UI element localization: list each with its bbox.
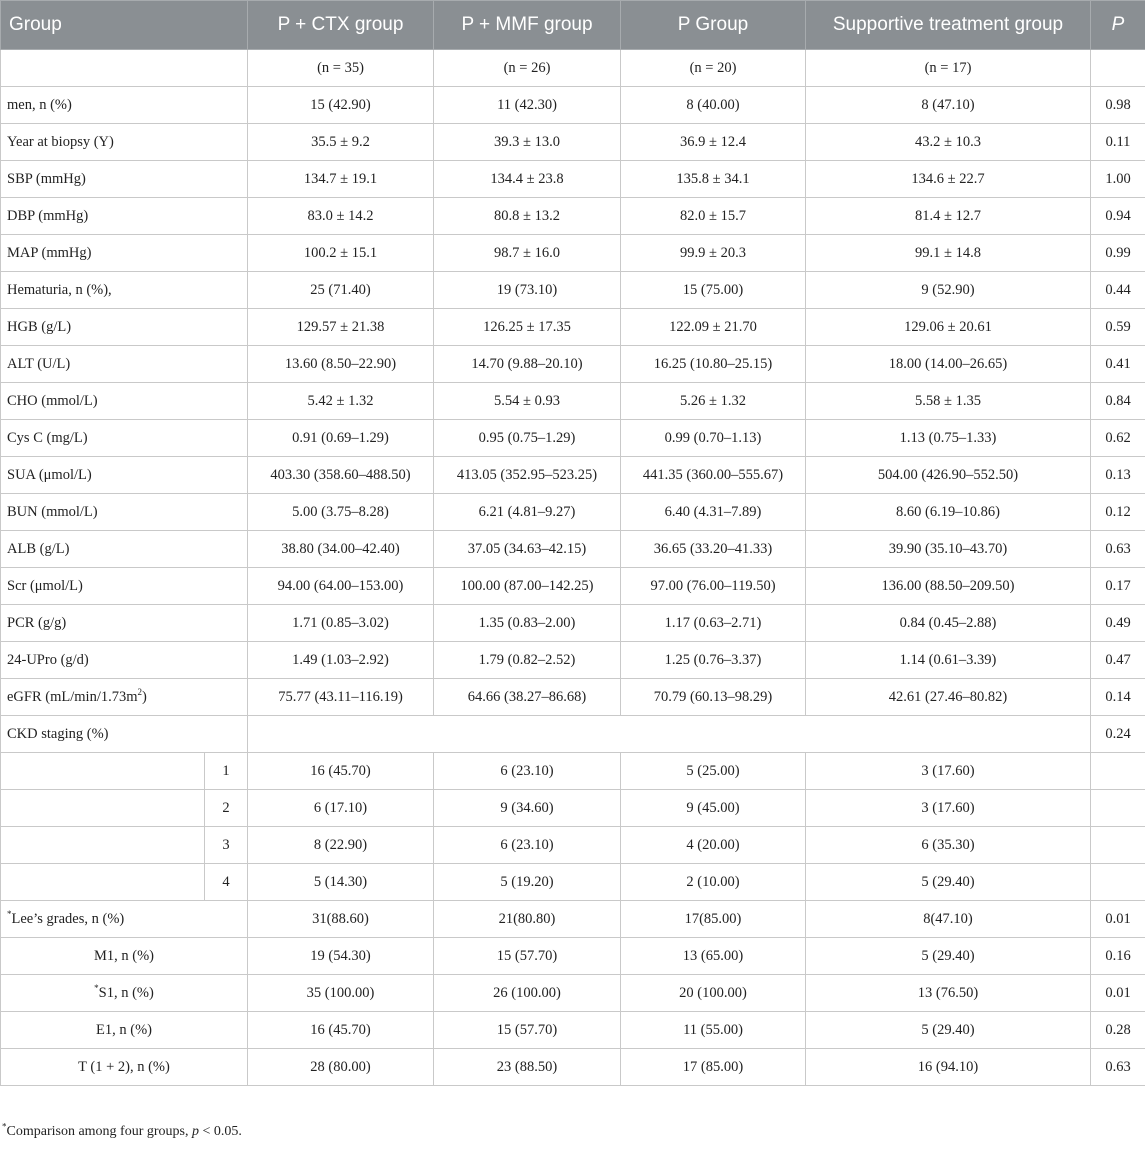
table-row <box>1 642 1145 679</box>
ckd-stage-mmf: 6 (23.10) <box>434 753 621 790</box>
sample-size-label <box>1 50 248 87</box>
footnote-text: Comparison among four groups, <box>6 1124 192 1139</box>
cell-supportive: 8 (47.10) <box>806 87 1091 124</box>
mest-p-group: 20 (100.00) <box>621 975 806 1012</box>
table-row <box>1 605 1145 642</box>
cell-mmf: 19 (73.10) <box>434 272 621 309</box>
table-row <box>1 346 1145 383</box>
cell-supportive: 43.2 ± 10.3 <box>806 124 1091 161</box>
cell-supportive: 39.90 (35.10–43.70) <box>806 531 1091 568</box>
table-row <box>1 494 1145 531</box>
table-row <box>1 198 1145 235</box>
mest-label <box>1 975 248 1012</box>
footnote-tail: < 0.05. <box>198 1124 242 1139</box>
cell-p-value: 0.63 <box>1091 531 1145 568</box>
cell-p-group: 5.26 ± 1.32 <box>621 383 806 420</box>
ckd-stage-ctx: 16 (45.70) <box>248 753 434 790</box>
ckd-stage-row <box>1 827 1145 864</box>
cell-p-group: 97.00 (76.00–119.50) <box>621 568 806 605</box>
mest-label <box>1 1049 248 1086</box>
header-p-group: P Group <box>621 1 806 50</box>
lee-star: * <box>7 908 12 919</box>
cell-p-value: 0.98 <box>1091 87 1145 124</box>
row-label: DBP (mmHg) <box>1 198 248 235</box>
cell-supportive: 8.60 (6.19–10.86) <box>806 494 1091 531</box>
ckd-header-row <box>1 716 1145 753</box>
ckd-stage-p-group: 5 (25.00) <box>621 753 806 790</box>
ckd-stage-number: 3 <box>205 827 248 864</box>
cell-p-value: 0.99 <box>1091 235 1145 272</box>
row-label: HGB (g/L) <box>1 309 248 346</box>
mest-label <box>1 1012 248 1049</box>
n-p-value <box>1091 50 1145 87</box>
cell-p-group: 6.40 (4.31–7.89) <box>621 494 806 531</box>
ckd-stage-ctx: 6 (17.10) <box>248 790 434 827</box>
cell-p-value: 0.94 <box>1091 198 1145 235</box>
mest-label-text: S1, n (%) <box>98 984 154 1001</box>
cell-mmf: 0.95 (0.75–1.29) <box>434 420 621 457</box>
table-row <box>1 531 1145 568</box>
mest-p-value: 0.16 <box>1091 938 1145 975</box>
ckd-stage-p-blank <box>1091 827 1145 864</box>
cell-supportive: 129.06 ± 20.61 <box>806 309 1091 346</box>
cell-mmf: 6.21 (4.81–9.27) <box>434 494 621 531</box>
mest-row <box>1 1012 1145 1049</box>
ckd-stage-ctx: 5 (14.30) <box>248 864 434 901</box>
table-row <box>1 87 1145 124</box>
row-label: Hematuria, n (%), <box>1 272 248 309</box>
mest-mmf: 23 (88.50) <box>434 1049 621 1086</box>
ckd-stage-blank <box>1 864 205 901</box>
sample-size-row <box>1 50 1145 87</box>
table-row <box>1 420 1145 457</box>
lee-ctx: 31(88.60) <box>248 901 434 938</box>
cell-p-value: 0.41 <box>1091 346 1145 383</box>
mest-label-text: T (1 + 2), n (%) <box>78 1058 170 1075</box>
cell-mmf: 100.00 (87.00–142.25) <box>434 568 621 605</box>
table-row <box>1 309 1145 346</box>
cell-supportive: 136.00 (88.50–209.50) <box>806 568 1091 605</box>
cell-p-value: 0.59 <box>1091 309 1145 346</box>
mest-ctx: 19 (54.30) <box>248 938 434 975</box>
cell-mmf: 126.25 ± 17.35 <box>434 309 621 346</box>
ckd-stage-number: 2 <box>205 790 248 827</box>
row-label: 24-UPro (g/d) <box>1 642 248 679</box>
cell-mmf: 39.3 ± 13.0 <box>434 124 621 161</box>
cell-supportive: 134.6 ± 22.7 <box>806 161 1091 198</box>
cell-supportive: 9 (52.90) <box>806 272 1091 309</box>
header-mmf: P + MMF group <box>434 1 621 50</box>
ckd-stage-ctx: 8 (22.90) <box>248 827 434 864</box>
lee-label-text: Lee’s grades, n (%) <box>11 910 125 927</box>
mest-ctx: 28 (80.00) <box>248 1049 434 1086</box>
n-ctx: (n = 35) <box>248 50 434 87</box>
lee-grades-row <box>1 901 1145 938</box>
row-label: SBP (mmHg) <box>1 161 248 198</box>
cell-mmf: 1.35 (0.83–2.00) <box>434 605 621 642</box>
mest-supportive: 13 (76.50) <box>806 975 1091 1012</box>
ckd-stage-blank <box>1 790 205 827</box>
mest-ctx: 16 (45.70) <box>248 1012 434 1049</box>
cell-p-value: 0.49 <box>1091 605 1145 642</box>
ckd-stage-p-blank <box>1091 790 1145 827</box>
mest-mmf: 26 (100.00) <box>434 975 621 1012</box>
mest-p-group: 13 (65.00) <box>621 938 806 975</box>
ckd-stage-number: 4 <box>205 864 248 901</box>
egfr-ctx: 75.77 (43.11–116.19) <box>248 679 434 716</box>
egfr-row <box>1 679 1145 716</box>
row-label: ALB (g/L) <box>1 531 248 568</box>
cell-mmf: 1.79 (0.82–2.52) <box>434 642 621 679</box>
ckd-stage-row <box>1 790 1145 827</box>
lee-mmf: 21(80.80) <box>434 901 621 938</box>
ckd-label: CKD staging (%) <box>1 716 248 753</box>
footnote-star: * <box>2 1121 7 1132</box>
egfr-p-value: 0.14 <box>1091 679 1145 716</box>
cell-mmf: 134.4 ± 23.8 <box>434 161 621 198</box>
cell-p-value: 0.11 <box>1091 124 1145 161</box>
ckd-stage-supportive: 6 (35.30) <box>806 827 1091 864</box>
cell-ctx: 403.30 (358.60–488.50) <box>248 457 434 494</box>
n-mmf: (n = 26) <box>434 50 621 87</box>
cell-p-value: 0.13 <box>1091 457 1145 494</box>
mest-ctx: 35 (100.00) <box>248 975 434 1012</box>
lee-p-group: 17(85.00) <box>621 901 806 938</box>
ckd-stage-blank <box>1 827 205 864</box>
row-label: BUN (mmol/L) <box>1 494 248 531</box>
row-label: ALT (U/L) <box>1 346 248 383</box>
cell-p-group: 122.09 ± 21.70 <box>621 309 806 346</box>
mest-p-group: 11 (55.00) <box>621 1012 806 1049</box>
header-row <box>1 1 1145 50</box>
row-label: Cys C (mg/L) <box>1 420 248 457</box>
footnote <box>2 1121 242 1140</box>
table-row <box>1 457 1145 494</box>
cell-p-value: 0.84 <box>1091 383 1145 420</box>
cell-p-group: 36.65 (33.20–41.33) <box>621 531 806 568</box>
ckd-stage-number: 1 <box>205 753 248 790</box>
cell-mmf: 413.05 (352.95–523.25) <box>434 457 621 494</box>
cell-mmf: 98.7 ± 16.0 <box>434 235 621 272</box>
cell-supportive: 504.00 (426.90–552.50) <box>806 457 1091 494</box>
mest-label-text: E1, n (%) <box>96 1021 152 1038</box>
egfr-supportive: 42.61 (27.46–80.82) <box>806 679 1091 716</box>
mest-p-value: 0.01 <box>1091 975 1145 1012</box>
cell-ctx: 5.42 ± 1.32 <box>248 383 434 420</box>
cell-supportive: 5.58 ± 1.35 <box>806 383 1091 420</box>
cell-supportive: 0.84 (0.45–2.88) <box>806 605 1091 642</box>
ckd-stage-p-group: 4 (20.00) <box>621 827 806 864</box>
mest-supportive: 5 (29.40) <box>806 1012 1091 1049</box>
row-label: Year at biopsy (Y) <box>1 124 248 161</box>
header-ctx: P + CTX group <box>248 1 434 50</box>
ckd-stage-mmf: 9 (34.60) <box>434 790 621 827</box>
cell-supportive: 1.14 (0.61–3.39) <box>806 642 1091 679</box>
cell-mmf: 5.54 ± 0.93 <box>434 383 621 420</box>
cell-p-value: 0.44 <box>1091 272 1145 309</box>
cell-p-value: 0.17 <box>1091 568 1145 605</box>
egfr-label-text: eGFR (mL/min/1.73m <box>7 688 138 705</box>
egfr-mmf: 64.66 (38.27–86.68) <box>434 679 621 716</box>
cell-ctx: 94.00 (64.00–153.00) <box>248 568 434 605</box>
cell-p-group: 441.35 (360.00–555.67) <box>621 457 806 494</box>
cell-mmf: 37.05 (34.63–42.15) <box>434 531 621 568</box>
header-p-value: P <box>1091 1 1145 50</box>
ckd-stage-p-group: 9 (45.00) <box>621 790 806 827</box>
cell-p-group: 36.9 ± 12.4 <box>621 124 806 161</box>
table-row <box>1 235 1145 272</box>
mest-p-value: 0.28 <box>1091 1012 1145 1049</box>
cell-p-group: 8 (40.00) <box>621 87 806 124</box>
lee-grades-label <box>1 901 248 938</box>
lee-p-value: 0.01 <box>1091 901 1145 938</box>
table-row <box>1 124 1145 161</box>
cell-p-value: 0.47 <box>1091 642 1145 679</box>
cell-p-value: 1.00 <box>1091 161 1145 198</box>
egfr-label-end: ) <box>142 688 147 705</box>
lee-supportive: 8(47.10) <box>806 901 1091 938</box>
cell-ctx: 25 (71.40) <box>248 272 434 309</box>
cell-supportive: 99.1 ± 14.8 <box>806 235 1091 272</box>
cell-ctx: 13.60 (8.50–22.90) <box>248 346 434 383</box>
footnote-p-symbol: p <box>191 1124 199 1139</box>
mest-row <box>1 975 1145 1012</box>
ckd-stage-supportive: 3 (17.60) <box>806 790 1091 827</box>
row-label: CHO (mmol/L) <box>1 383 248 420</box>
header-group: Group <box>1 1 248 50</box>
cell-supportive: 81.4 ± 12.7 <box>806 198 1091 235</box>
egfr-p-group: 70.79 (60.13–98.29) <box>621 679 806 716</box>
header-supportive: Supportive treatment group <box>806 1 1091 50</box>
row-label: PCR (g/g) <box>1 605 248 642</box>
cell-p-value: 0.62 <box>1091 420 1145 457</box>
row-label: men, n (%) <box>1 87 248 124</box>
table-row <box>1 383 1145 420</box>
mest-label-text: M1, n (%) <box>93 947 154 964</box>
row-label: Scr (μmol/L) <box>1 568 248 605</box>
cell-ctx: 35.5 ± 9.2 <box>248 124 434 161</box>
cell-mmf: 80.8 ± 13.2 <box>434 198 621 235</box>
cell-mmf: 11 (42.30) <box>434 87 621 124</box>
ckd-stage-row <box>1 864 1145 901</box>
cell-ctx: 15 (42.90) <box>248 87 434 124</box>
cell-ctx: 83.0 ± 14.2 <box>248 198 434 235</box>
ckd-stage-blank <box>1 753 205 790</box>
mest-star: * <box>94 982 99 993</box>
table-row <box>1 272 1145 309</box>
mest-p-group: 17 (85.00) <box>621 1049 806 1086</box>
ckd-stage-p-blank <box>1091 753 1145 790</box>
n-p-group: (n = 20) <box>621 50 806 87</box>
ckd-blank-cells <box>248 716 1091 753</box>
cell-p-group: 82.0 ± 15.7 <box>621 198 806 235</box>
cell-mmf: 14.70 (9.88–20.10) <box>434 346 621 383</box>
cell-p-group: 135.8 ± 34.1 <box>621 161 806 198</box>
egfr-label-sup: 2 <box>137 686 142 697</box>
row-label: SUA (μmol/L) <box>1 457 248 494</box>
mest-mmf: 15 (57.70) <box>434 1012 621 1049</box>
ckd-stage-p-blank <box>1091 864 1145 901</box>
n-supportive: (n = 17) <box>806 50 1091 87</box>
mest-mmf: 15 (57.70) <box>434 938 621 975</box>
table-body <box>1 50 1145 1086</box>
cell-supportive: 18.00 (14.00–26.65) <box>806 346 1091 383</box>
cell-ctx: 129.57 ± 21.38 <box>248 309 434 346</box>
mest-supportive: 5 (29.40) <box>806 938 1091 975</box>
ckd-stage-mmf: 5 (19.20) <box>434 864 621 901</box>
cell-ctx: 1.71 (0.85–3.02) <box>248 605 434 642</box>
ckd-stage-supportive: 3 (17.60) <box>806 753 1091 790</box>
cell-ctx: 5.00 (3.75–8.28) <box>248 494 434 531</box>
table-row <box>1 161 1145 198</box>
ckd-stage-supportive: 5 (29.40) <box>806 864 1091 901</box>
cell-p-group: 0.99 (0.70–1.13) <box>621 420 806 457</box>
ckd-stage-row <box>1 753 1145 790</box>
table-row <box>1 568 1145 605</box>
row-label: MAP (mmHg) <box>1 235 248 272</box>
cell-ctx: 38.80 (34.00–42.40) <box>248 531 434 568</box>
cell-p-group: 99.9 ± 20.3 <box>621 235 806 272</box>
cell-ctx: 1.49 (1.03–2.92) <box>248 642 434 679</box>
mest-p-value: 0.63 <box>1091 1049 1145 1086</box>
cell-p-value: 0.12 <box>1091 494 1145 531</box>
cell-p-group: 1.25 (0.76–3.37) <box>621 642 806 679</box>
cell-p-group: 16.25 (10.80–25.15) <box>621 346 806 383</box>
mest-row <box>1 1049 1145 1086</box>
cell-p-group: 1.17 (0.63–2.71) <box>621 605 806 642</box>
mest-supportive: 16 (94.10) <box>806 1049 1091 1086</box>
egfr-label <box>1 679 248 716</box>
ckd-stage-p-group: 2 (10.00) <box>621 864 806 901</box>
ckd-stage-mmf: 6 (23.10) <box>434 827 621 864</box>
mest-label <box>1 938 248 975</box>
cell-p-group: 15 (75.00) <box>621 272 806 309</box>
cell-supportive: 1.13 (0.75–1.33) <box>806 420 1091 457</box>
cell-ctx: 100.2 ± 15.1 <box>248 235 434 272</box>
mest-row <box>1 938 1145 975</box>
ckd-p-value: 0.24 <box>1091 716 1145 753</box>
cell-ctx: 134.7 ± 19.1 <box>248 161 434 198</box>
cell-ctx: 0.91 (0.69–1.29) <box>248 420 434 457</box>
